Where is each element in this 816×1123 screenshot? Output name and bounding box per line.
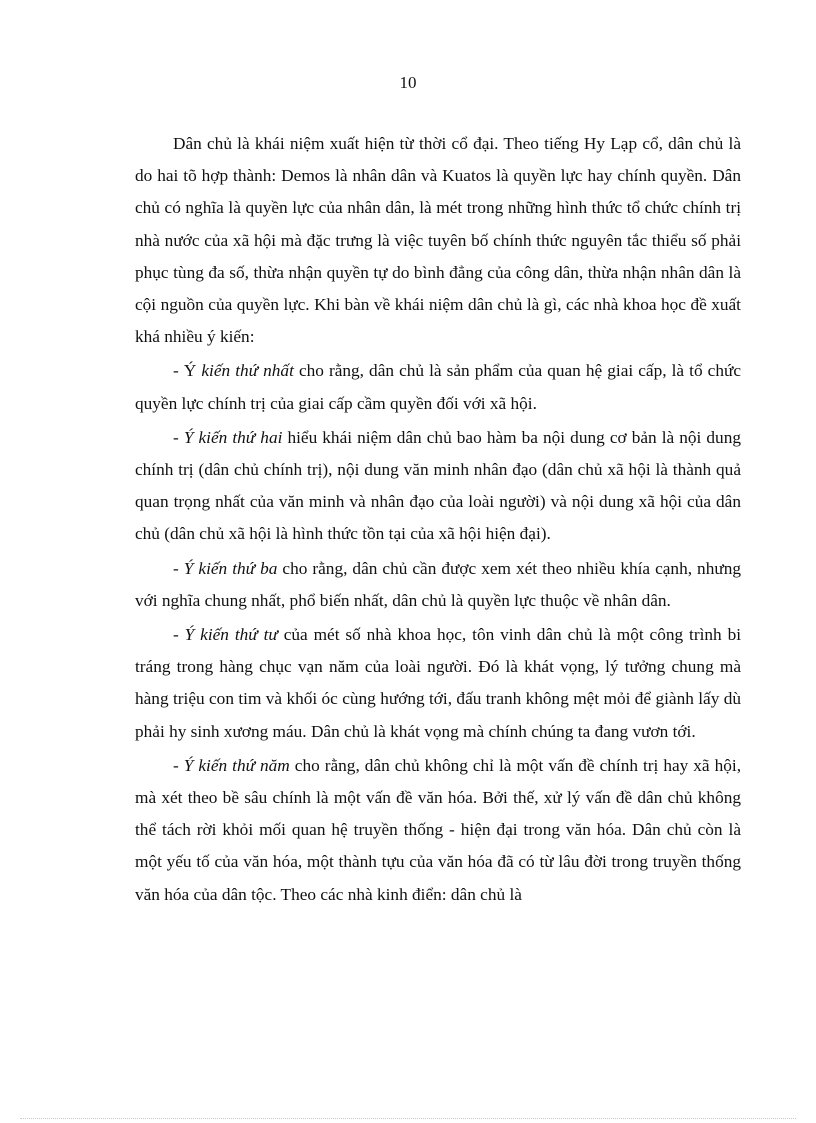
opinion-prefix: - bbox=[173, 625, 185, 645]
opinion-text: cho rằng, dân chủ không chỉ là một vấn đề chính trị hay xã hội, mà xét theo bề sâu chính là một vấn đề văn hóa. Bởi thế, xử lý vấn đề dân chủ không thể tách rời khỏi mối quan hệ truyền thống - hiện đại trong văn hóa. Dân chủ còn là một yếu tố của văn hóa, một thành tựu của văn hóa đã có từ lâu đời trong truyền thống văn hóa của dân tộc. Theo các nhà kinh điển: dân chủ là bbox=[135, 755, 742, 904]
opinion-text: cho rằng, dân chủ là sản phẩm của quan hệ giai cấp, là tổ chức quyền lực chính trị của giai cấp cầm quyền đối với xã hội. bbox=[135, 361, 742, 413]
opinion-label: Ý kiến thứ tư bbox=[184, 625, 278, 645]
paragraph-opinion-1 bbox=[135, 355, 741, 419]
opinion-prefix: - bbox=[173, 427, 184, 447]
opinion-label: Ý kiến thứ ba bbox=[183, 558, 278, 578]
opinion-prefix: - bbox=[173, 755, 184, 775]
paragraph-text: Dân chủ là khái niệm xuất hiện từ thời cổ đại. Theo tiếng Hy Lạp cổ, dân chủ là do hai tõ hợp thành: Demos là nhân dân và Kuatos là quyền lực hay chính quyền. Dân chủ có nghĩa là quyền lực của nhân dân, là mét trong những hình thức tổ chức chính trị nhà nước của xã hội mà đặc trưng là việc tuyên bố chính thức nguyên tắc thiểu số phải phục tùng đa số, thừa nhận quyền tự do bình đẳng của công dân, thừa nhận nhân dân là cội nguồn của quyền lực. Khi bàn về khái niệm dân chủ là gì, các nhà khoa học đề xuất khá nhiều ý kiến: bbox=[135, 134, 741, 347]
paragraph-opinion-3 bbox=[135, 553, 741, 617]
opinion-label: kiến thứ nhất bbox=[201, 361, 294, 381]
page-number: 10 bbox=[399, 73, 417, 92]
opinion-text: hiểu khái niệm dân chủ bao hàm ba nội dung cơ bản là nội dung chính trị (dân chủ chính trị), nội dung văn minh nhân đạo (dân chủ xã hội là thành quả quan trọng nhất của văn minh và nhân đạo của loài người) và nội dung xã hội của dân chủ (dân chủ xã hội là hình thức tồn tại của xã hội hiện đại). bbox=[135, 427, 741, 544]
paragraph-opinion-4 bbox=[135, 619, 741, 748]
paragraph-definition bbox=[135, 128, 741, 353]
paragraph-opinion-5 bbox=[135, 750, 741, 911]
opinion-text: cho rằng, dân chủ cần được xem xét theo nhiều khía cạnh, nhưng với nghĩa chung nhất, phổ biến nhất, dân chủ là quyền lực thuộc về nhân dân. bbox=[135, 558, 741, 610]
opinion-prefix: - Ý bbox=[173, 361, 202, 381]
opinion-prefix: - bbox=[173, 558, 184, 578]
page-bottom-divider bbox=[20, 1118, 796, 1119]
opinion-text: của mét số nhà khoa học, tôn vinh dân chủ là một công trình bi tráng trong hàng chục vạn năm của loài người. Đó là khát vọng, lý tưởng chung mà hàng triệu con tim và khối óc cùng hướng tới, đấu tranh không mệt mỏi để giành lấy dù phải hy sinh xương máu. Dân chủ là khát vọng mà chính chúng ta đang vươn tới. bbox=[135, 625, 742, 741]
paragraph-opinion-2 bbox=[135, 422, 741, 551]
body-text bbox=[135, 128, 741, 911]
opinion-label: Ý kiến thứ năm bbox=[183, 755, 290, 775]
opinion-label: Ý kiến thứ hai bbox=[183, 427, 283, 447]
